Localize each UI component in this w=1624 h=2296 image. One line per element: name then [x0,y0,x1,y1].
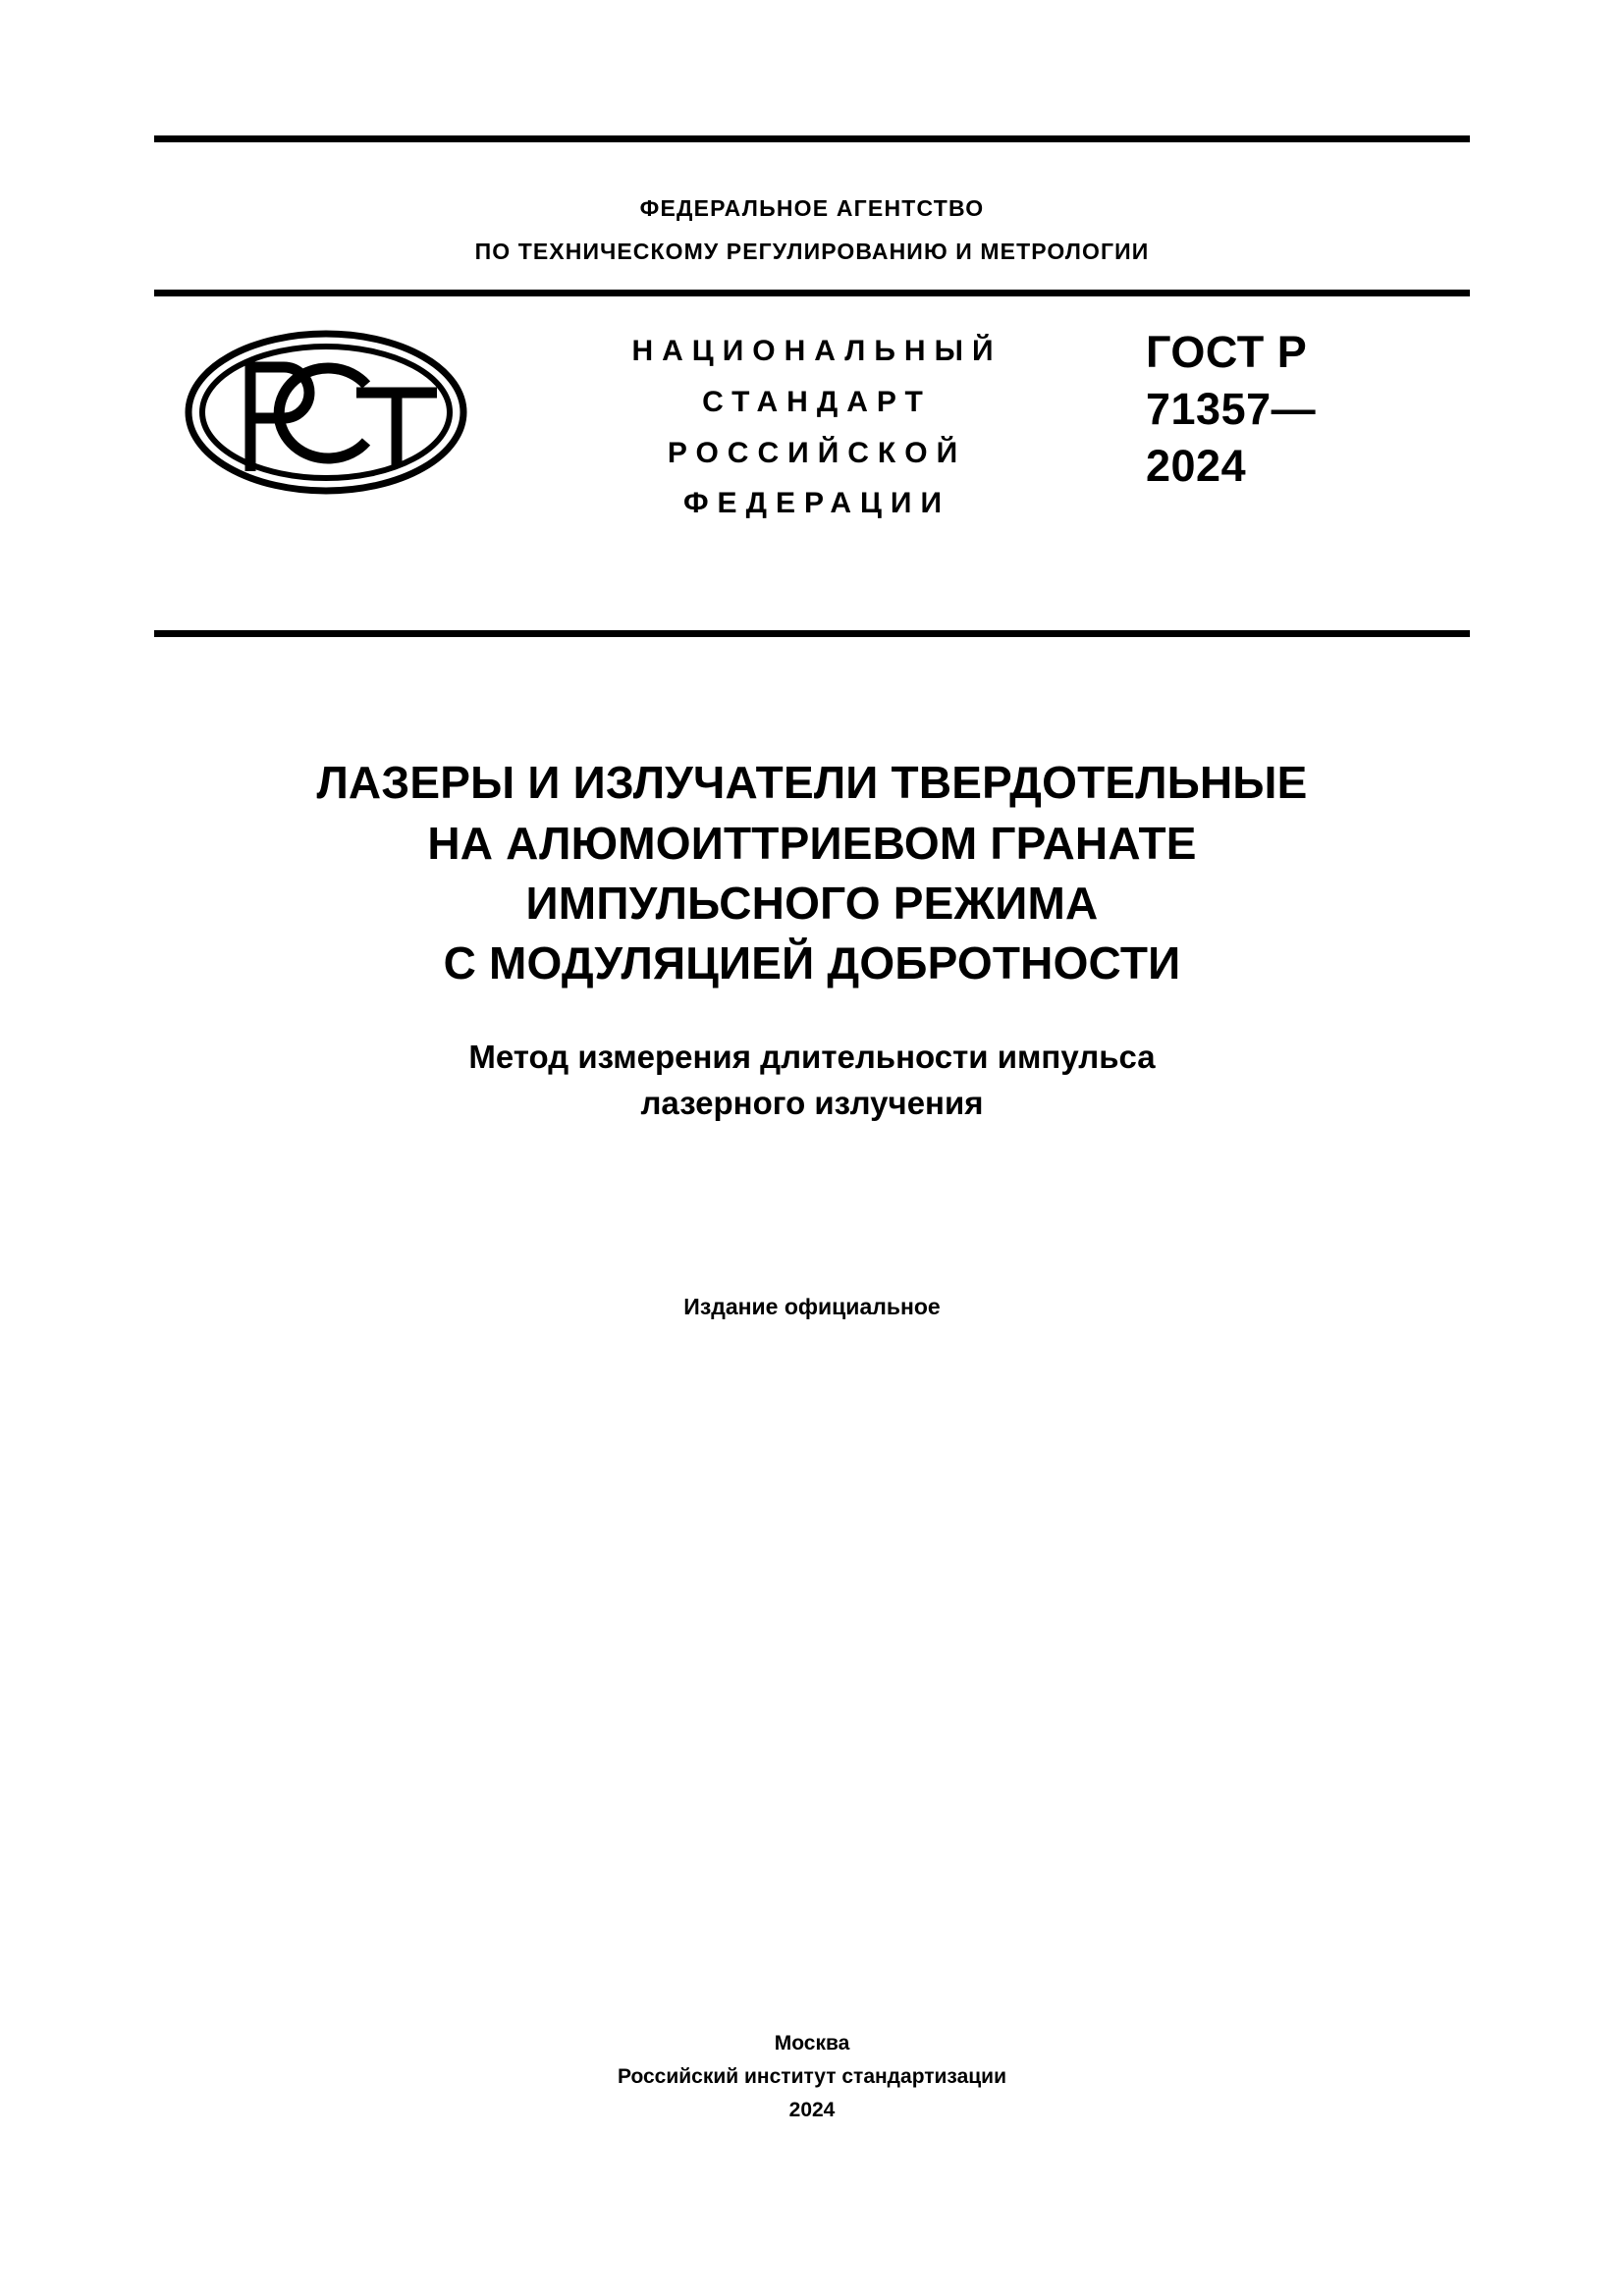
standard-line-1: НАЦИОНАЛЬНЫЙ [631,335,1002,368]
agency-header [0,187,1624,273]
standard-designation [1146,324,1470,494]
footer-year: 2024 [788,2098,836,2121]
header-rule-top [154,135,1470,142]
standard-type-label [527,326,1107,528]
footer-imprint [0,2027,1624,2127]
standard-line-2: СТАНДАРТ [702,385,932,418]
page-title [154,753,1470,993]
agency-line-2: ПО ТЕХНИЧЕСКОМУ РЕГУЛИРОВАНИЮ И МЕТРОЛОГИИ [474,238,1150,264]
designation-line-2: 71357— [1146,383,1317,434]
agency-line-1: ФЕДЕРАЛЬНОЕ АГЕНТСТВО [639,195,985,221]
header-rule-middle [154,290,1470,296]
edition-note: Издание официальное [683,1293,941,1319]
subtitle-line-2: лазерного излучения [640,1084,984,1121]
standard-line-3: РОССИЙСКОЙ [667,436,967,469]
footer-city: Москва [774,2031,850,2055]
standard-line-4: ФЕДЕРАЦИИ [682,487,951,520]
title-line-3: ИМПУЛЬСНОГО РЕЖИМА [525,877,1099,929]
footer-publisher: Российский институт стандартизации [617,2064,1007,2088]
standard-identification-row [154,296,1470,620]
title-line-2: НА АЛЮМОИТТРИЕВОМ ГРАНАТЕ [427,817,1197,869]
page-subtitle [223,1035,1401,1127]
subtitle-line-1: Метод измерения длительности импульса [468,1039,1156,1076]
title-line-4: С МОДУЛЯЦИЕЙ ДОБРОТНОСТИ [443,936,1181,988]
header-rule-bottom [154,630,1470,637]
designation-line-1: ГОСТ Р [1146,327,1308,378]
title-line-1: ЛАЗЕРЫ И ИЗЛУЧАТЕЛИ ТВЕРДОТЕЛЬНЫЕ [316,757,1308,809]
gost-r-emblem-icon [174,324,478,501]
designation-line-3: 2024 [1146,440,1247,491]
